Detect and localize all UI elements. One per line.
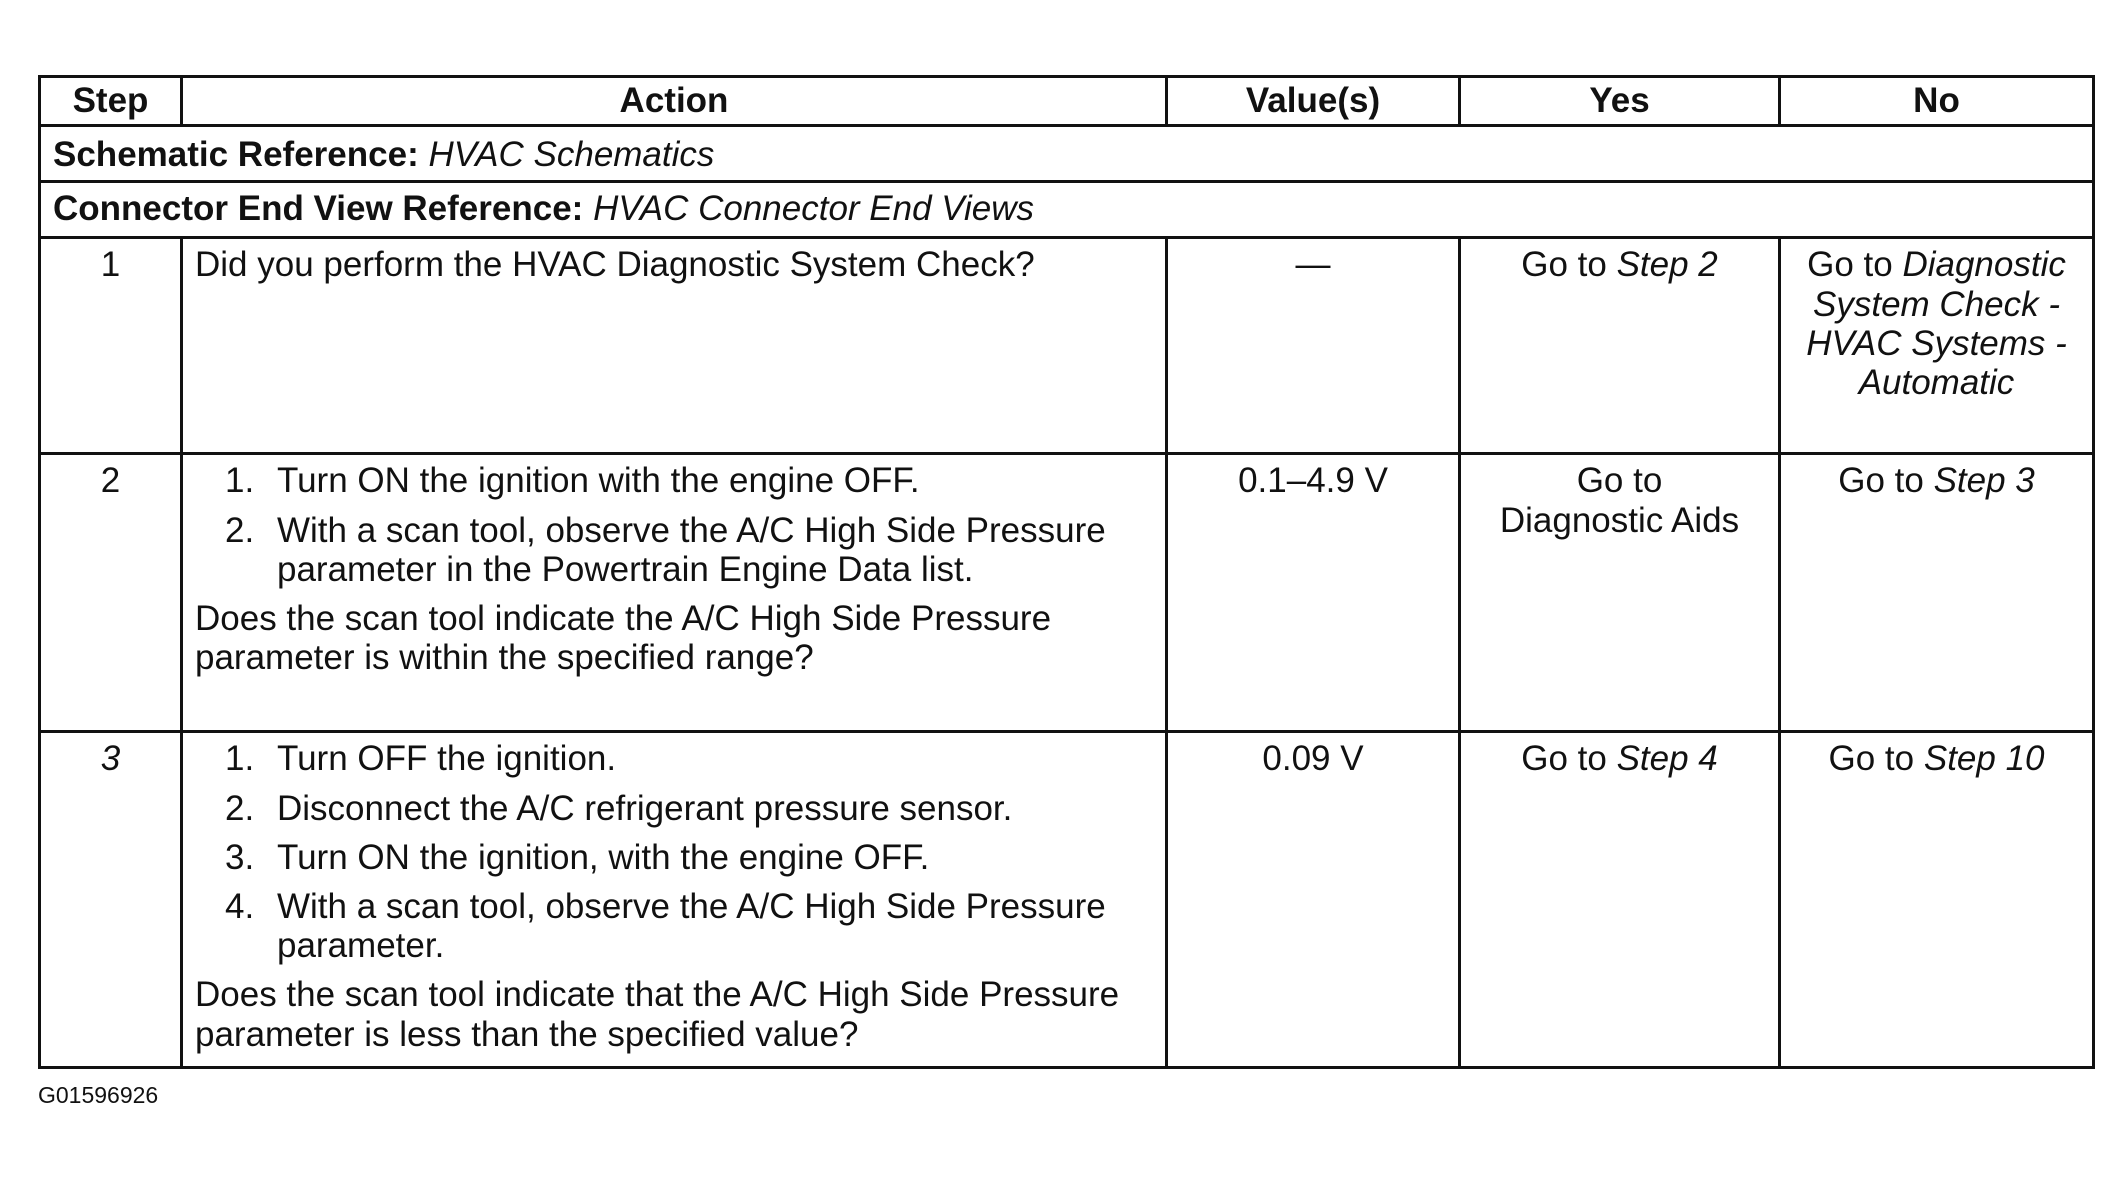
diagnostic-table: [38, 75, 2095, 1069]
no-link[interactable]: Diagnostic System Check - HVAC Systems - Automatic: [1806, 245, 2067, 402]
schematic-reference-link[interactable]: HVAC Schematics: [428, 135, 715, 174]
no-cell: [1780, 238, 2094, 454]
no-cell: [1780, 732, 2094, 1068]
action-step: 4. With a scan tool, observe the A/C High Side Pressure parameter.: [225, 886, 1106, 966]
action-cell: [182, 732, 1167, 1068]
table-row-step-3: [40, 732, 2094, 1068]
action-cell: [182, 238, 1167, 454]
figure-id: G01596926: [38, 1082, 159, 1108]
header-no: No: [1780, 77, 2094, 126]
header-values: Value(s): [1167, 77, 1460, 126]
action-step: 2. With a scan tool, observe the A/C High Side Pressure parameter in the Powertrain Engine Data list.: [225, 510, 1106, 589]
yes-prefix: Go to: [1521, 245, 1607, 285]
yes-link[interactable]: Diagnostic Aids: [1499, 500, 1740, 540]
no-cell: [1780, 454, 2094, 732]
action-steps: [195, 461, 1153, 589]
no-link[interactable]: Step 10: [1923, 739, 2045, 779]
no-prefix: Go to: [1828, 739, 1915, 779]
yes-prefix: Go to: [1576, 461, 1663, 501]
action-cell: [182, 454, 1167, 732]
table-row-step-1: [40, 238, 2094, 454]
header-step: Step: [40, 77, 182, 126]
no-link[interactable]: Step 3: [1933, 461, 2035, 501]
connector-reference-link[interactable]: HVAC Connector End Views: [593, 189, 1035, 229]
connector-reference-label: Connector End View Reference:: [53, 189, 584, 229]
action-step: 2. Disconnect the A/C refrigerant pressure sensor.: [225, 788, 1013, 828]
value-cell: 0.09 V: [1167, 732, 1460, 1068]
step-number: 2: [40, 454, 182, 732]
yes-link[interactable]: Step 4: [1616, 739, 1718, 779]
connector-reference-row: [40, 182, 2094, 238]
schematic-reference-label: Schematic Reference:: [53, 135, 419, 174]
header-yes: Yes: [1460, 77, 1780, 126]
no-prefix: Go to: [1807, 245, 1893, 285]
yes-prefix: Go to: [1521, 739, 1607, 779]
action-step: 1. Turn OFF the ignition.: [225, 739, 617, 779]
table-row-step-2: [40, 454, 2094, 732]
value-cell: —: [1167, 238, 1460, 454]
yes-cell: [1460, 454, 1780, 732]
no-prefix: Go to: [1838, 461, 1924, 501]
yes-cell: [1460, 732, 1780, 1068]
action-question: Does the scan tool indicate that the A/C High Side Pressure parameter is less than the specified value?: [195, 975, 1120, 1054]
step-number: 1: [40, 238, 182, 454]
yes-link[interactable]: Step 2: [1616, 245, 1718, 285]
action-step: 3. Turn ON the ignition, with the engine OFF.: [225, 837, 930, 877]
action-steps: [195, 739, 1153, 965]
schematic-reference-row: [40, 126, 2094, 182]
value-cell: 0.1–4.9 V: [1167, 454, 1460, 732]
action-question: Does the scan tool indicate the A/C High Side Pressure parameter is within the specified range?: [195, 598, 1052, 678]
action-question: Did you perform the HVAC Diagnostic System Check?: [195, 245, 1035, 285]
action-step: 1. Turn ON the ignition with the engine OFF.: [225, 461, 920, 501]
header-action: Action: [182, 77, 1167, 126]
header-row: [40, 77, 2094, 126]
yes-cell: [1460, 238, 1780, 454]
step-number: 3: [40, 732, 182, 1068]
